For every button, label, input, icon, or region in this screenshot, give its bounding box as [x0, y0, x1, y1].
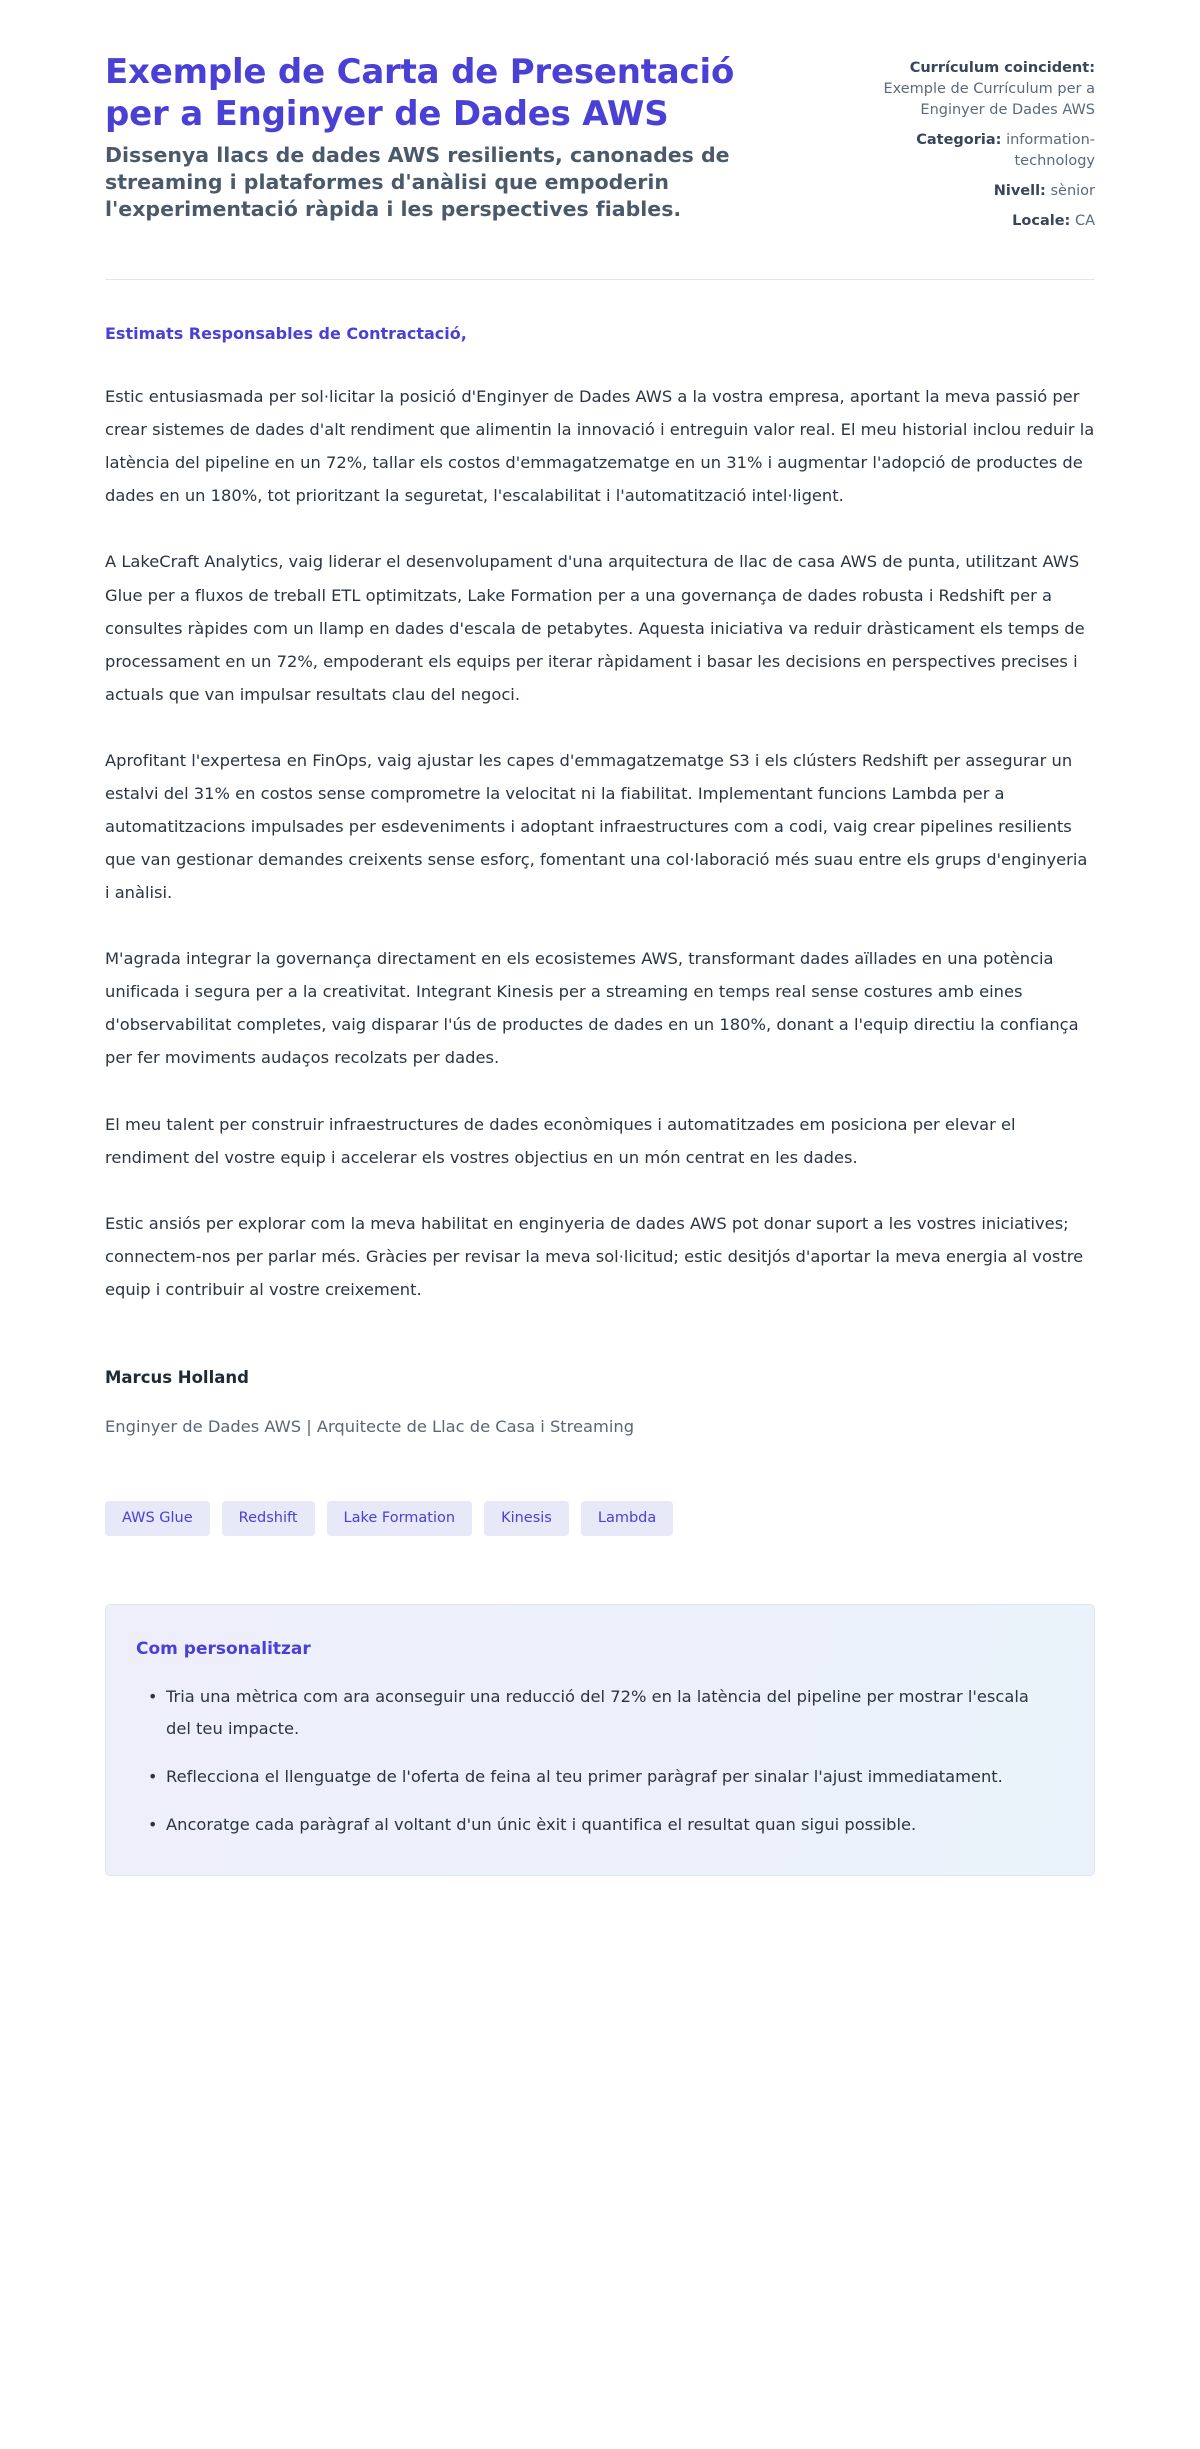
metadata-value-locale: CA: [1074, 213, 1095, 230]
header-title-block: [105, 52, 785, 223]
letter-paragraph: El meu talent per construir infraestructures de dades econòmiques i automatitzades em posiciona per elevar el rendiment del vostre equip i accelerar els vostres objectius en un món centrat en les dades.: [105, 1114, 1016, 1167]
metadata-value-category: information-technology: [1006, 132, 1095, 170]
metadata-value-resume: Exemple de Currículum per a Enginyer de Dades AWS: [883, 81, 1095, 119]
letter-paragraph: Aprofitant l'expertesa en FinOps, vaig ajustar les capes d'emmagatzematge S3 i els clústers Redshift per assegurar un estalvi del 31% en costos sense comprometre la velocitat ni la fiabilitat. Implementant funcions Lambda per a automatitzacions impulsades per esdeveniments i adoptant infraestructures com a codi, vaig crear pipelines resilients que van gestionar demandes creixents sense esforç, fomentant una col·laboració més suau entre els grups d'enginyeria i anàlisi.: [105, 750, 1088, 903]
page-header: [105, 52, 1095, 232]
callout-item-text: Tria una mètrica com ara aconseguir una reducció del 72% en la latència del pipeline per mostrar l'escala del teu impacte.: [166, 1687, 1029, 1739]
metadata-panel: [865, 52, 1095, 232]
bullet-icon: •: [148, 1814, 158, 1834]
callout-list-item: [136, 1681, 1056, 1745]
metadata-value-level: sènior: [1050, 183, 1095, 200]
signature-name: Marcus Holland: [105, 1367, 249, 1387]
skill-chip[interactable]: AWS Glue: [105, 1501, 210, 1536]
letter-paragraph: A LakeCraft Analytics, vaig liderar el desenvolupament d'una arquitectura de llac de casa AWS de punta, utilitzant AWS Glue per a fluxos de treball ETL optimitzats, Lake Formation per a una governança de dades robusta i Redshift per a consultes ràpides com un llamp en dades d'escala de petabytes. Aquesta iniciativa va reduir dràsticament els temps de processament en un 72%, empoderant els equips per iterar ràpidament i basar les decisions en perspectives precises i actuals que van impulsar resultats clau del negoci.: [105, 552, 1085, 704]
metadata-row-resume: [865, 58, 1095, 121]
callout-list: [136, 1681, 1056, 1840]
callout-title: Com personalitzar: [136, 1639, 311, 1660]
signature-block: [105, 1366, 1095, 1439]
skill-chip[interactable]: Lambda: [581, 1501, 673, 1536]
metadata-label-resume: Currículum coincident:: [909, 60, 1095, 76]
metadata-row-level: [865, 181, 1095, 202]
customize-callout: [105, 1604, 1095, 1875]
metadata-row-category: [865, 130, 1095, 172]
callout-item-text: Ancoratge cada paràgraf al voltant d'un únic èxit i quantifica el resultat quan sigui possible.: [166, 1814, 917, 1834]
signature-role: Enginyer de Dades AWS | Arquitecte de Llac de Casa i Streaming: [105, 1416, 635, 1436]
letter-salutation: Estimats Responsables de Contractació,: [105, 324, 467, 344]
letter-paragraph: Estic ansiós per explorar com la meva habilitat en enginyeria de dades AWS pot donar suport a les vostres iniciatives; connectem-nos per parlar més. Gràcies per revisar la meva sol·licitud; estic desitjós d'aportar la meva energia al vostre equip i contribuir al vostre creixement.: [105, 1213, 1084, 1299]
metadata-label-level: Nivell:: [993, 183, 1046, 200]
callout-list-item: [136, 1809, 1056, 1841]
letter-paragraph: Estic entusiasmada per sol·licitar la posició d'Enginyer de Dades AWS a la vostra empresa, aportant la meva passió per crear sistemes de dades d'alt rendiment que alimentin la innovació i entreguin valor real. El meu historial inclou reduir la latència del pipeline en un 72%, tallar els costos d'emmagatzematge en un 31% i augmentar l'adopció de productes de dades en un 180%, tot prioritzant la seguretat, l'escalabilitat i l'automatització intel·ligent.: [105, 387, 1095, 506]
skill-chip[interactable]: Lake Formation: [327, 1501, 473, 1536]
skill-chip-list: [105, 1501, 1095, 1536]
metadata-label-category: Categoria:: [916, 132, 1002, 149]
bullet-icon: •: [148, 1687, 158, 1707]
page-title: Exemple de Carta de Presentació per a Enginyer de Dades AWS: [105, 52, 735, 134]
metadata-row-locale: [865, 211, 1095, 232]
callout-item-text: Reflecciona el llenguatge de l'oferta de feina al teu primer paràgraf per sinalar l'ajust immediatament.: [166, 1767, 1003, 1787]
skill-chip[interactable]: Kinesis: [484, 1501, 569, 1536]
page-subtitle: Dissenya llacs de dades AWS resilients, canonades de streaming i plataformes d'anàlisi que empoderin l'experimentació ràpida i les perspectives fiables.: [105, 142, 730, 222]
letter-paragraph: M'agrada integrar la governança directament en els ecosistemes AWS, transformant dades aïllades en una potència unificada i segura per a la creativitat. Integrant Kinesis per a streaming en temps real sense costures amb eines d'observabilitat completes, vaig disparar l'ús de productes de dades en un 180%, donant a l'equip directiu la confiança per fer moviments audaços recolzats per dades.: [105, 949, 1079, 1068]
callout-list-item: [136, 1761, 1056, 1793]
bullet-icon: •: [148, 1767, 158, 1787]
metadata-label-locale: Locale:: [1012, 213, 1071, 230]
letter-body: [105, 280, 1095, 1875]
skill-chip[interactable]: Redshift: [222, 1501, 315, 1536]
